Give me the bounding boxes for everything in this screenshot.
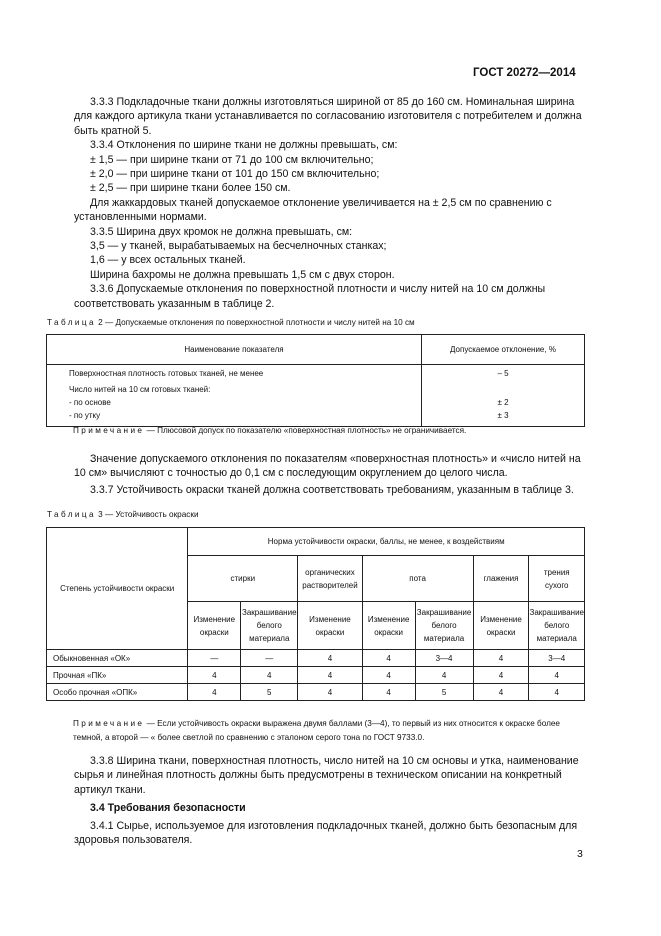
width-tol-1: ± 1,5 — при ширине ткани от 71 до 100 см включительно; [90,153,374,166]
table3-sub-iron-change: Изменение окраски [473,602,529,650]
table2-row-warp: - по основе [69,398,111,407]
cell: 4 [298,667,362,684]
para-3-4-1: 3.4.1 Сырье, используемое для изготовления подкладочных тканей, должно быть безопасным для здоровья пользователя. [74,819,578,847]
table2-note: Примечание — Плюсовой допуск по показателю «поверхностная плотность» не ограничивается. [73,426,467,435]
para-jacquard: Для жаккардовых тканей допускаемое отклонение увеличивается на ± 2,5 см по сравнению с установленными нормами. [74,196,552,224]
table3-stub: Степень устойчивости окраски [47,528,188,650]
cell: 4 [362,684,415,701]
cell: — [241,650,298,667]
table2-row-weft: - по утку [69,411,101,420]
table2-caption: Таблица 2 — Допускаемые отклонения по поверхностной плотности и числу нитей на 10 см [47,318,415,327]
edge-width-2: 1,6 — у всех остальных тканей. [90,254,246,267]
table2-row-threads: Число нитей на 10 см готовых тканей: [69,385,211,394]
cell: 4 [473,684,529,701]
cell: 4 [188,684,241,701]
table3-sub-wash-stain: Закрашивание белого материала [241,602,298,650]
table2-val-warp: ± 2 [497,398,509,407]
page-number: 3 [577,848,583,860]
table-row [47,684,585,701]
table2-values [422,365,585,427]
para-3-3-5: 3.3.5 Ширина двух кромок не должна превышать, см: [90,225,353,238]
cell: 4 [529,684,585,701]
table3-group-solvents: органических растворителей [298,556,362,602]
cell: 4 [298,650,362,667]
table2-col-name: Наименование показателя [47,335,422,365]
cell: 4 [529,667,585,684]
cell: 3—4 [529,650,585,667]
para-fringe: Ширина бахромы не должна превышать 1,5 см с двух сторон. [90,268,395,281]
table-row [47,667,585,684]
table3-sub-wash-change: Изменение окраски [188,602,241,650]
table2-col-tolerance: Допускаемое отклонение, % [422,335,585,365]
rounding-text [74,452,584,497]
table2-row-density: Поверхностная плотность готовых тканей, не менее [69,369,264,378]
para-3-3-3: 3.3.3 Подкладочные ткани должны изготовляться шириной от 85 до 160 см. Номинальная ширина для каждого артикула ткани устанавливается по согласованию изготовителя с потребителем и должна быть кратной 5. [74,96,582,137]
table-row [47,650,585,667]
section-3-3-text [74,95,584,311]
section-3-3-8-text [74,754,584,847]
table2-val-weft: ± 3 [497,411,509,420]
table3-group-ironing: глажения [473,556,529,602]
para-3-3-6: 3.3.6 Допускаемые отклонения по поверхностной плотности и числу нитей на 10 см должны соответствовать указанным в таблице 2. [74,283,546,310]
cell: 3—4 [415,650,473,667]
table2-names [47,365,422,427]
cell: 4 [362,650,415,667]
para-3-3-8: 3.3.8 Ширина ткани, поверхностная плотность, число нитей на 10 см основы и утка, наименование сырья и линейная плотность должны быть предусмотрены в техническом описании на конкретный артикул ткани. [74,755,579,796]
table3-group-wash: стирки [188,556,298,602]
row-label: Прочная «ПК» [47,667,188,684]
width-tol-2: ± 2,0 — при ширине ткани от 101 до 150 см включительно; [90,168,380,181]
cell: 4 [473,650,529,667]
cell: 4 [241,667,298,684]
table3-group-sweat: пота [362,556,473,602]
edge-width-1: 3,5 — у тканей, вырабатываемых на бесчелночных станках; [90,240,387,253]
table3-sub-sweat-change: Изменение окраски [362,602,415,650]
table2-val-density: – 5 [497,369,509,378]
table3-group-rubbing: трения сухого [529,556,585,602]
table3-sub-sweat-stain: Закрашивание белого материала [415,602,473,650]
cell: 4 [188,667,241,684]
table3-sub-solv-change: Изменение окраски [298,602,362,650]
table3-note: Примечание — Если устойчивость окраски выражена двумя баллами (3—4), то первый из них относится к окраске более темной, а второй — « более светлой по сравнению с эталоном серого тона по ГОСТ 9733.0. [73,719,560,742]
para-rounding: Значение допускаемого отклонения по показателям «поверхностная плотность» и «число нитей на 10 см» вычисляют с точностью до 0,1 см с последующим округлением до целого числа. [74,453,581,480]
width-tol-3: ± 2,5 — при ширине ткани более 150 см. [90,182,291,195]
section-3-4-heading: 3.4 Требования безопасности [90,802,246,815]
cell: 4 [415,667,473,684]
cell: 4 [362,667,415,684]
document-header: ГОСТ 20272—2014 [473,67,576,79]
cell: 4 [473,667,529,684]
table-2 [46,334,585,427]
row-label: Обыкновенная «ОК» [47,650,188,667]
cell: 5 [415,684,473,701]
table3-sub-rub-stain: Закрашивание белого материала [529,602,585,650]
para-3-3-7: 3.3.7 Устойчивость окраски тканей должна соответствовать требованиям, указанным в таблице 3. [90,483,574,496]
cell: 5 [241,684,298,701]
table3-norm-header: Норма устойчивости окраски, баллы, не менее, к воздействиям [188,528,585,556]
cell: — [188,650,241,667]
cell: 4 [298,684,362,701]
row-label: Особо прочная «ОПК» [47,684,188,701]
para-3-3-4: 3.3.4 Отклонения по ширине ткани не должны превышать, см: [90,139,398,152]
table3-caption: Таблица 3 — Устойчивость окраски [47,510,199,519]
table-3 [46,527,585,701]
